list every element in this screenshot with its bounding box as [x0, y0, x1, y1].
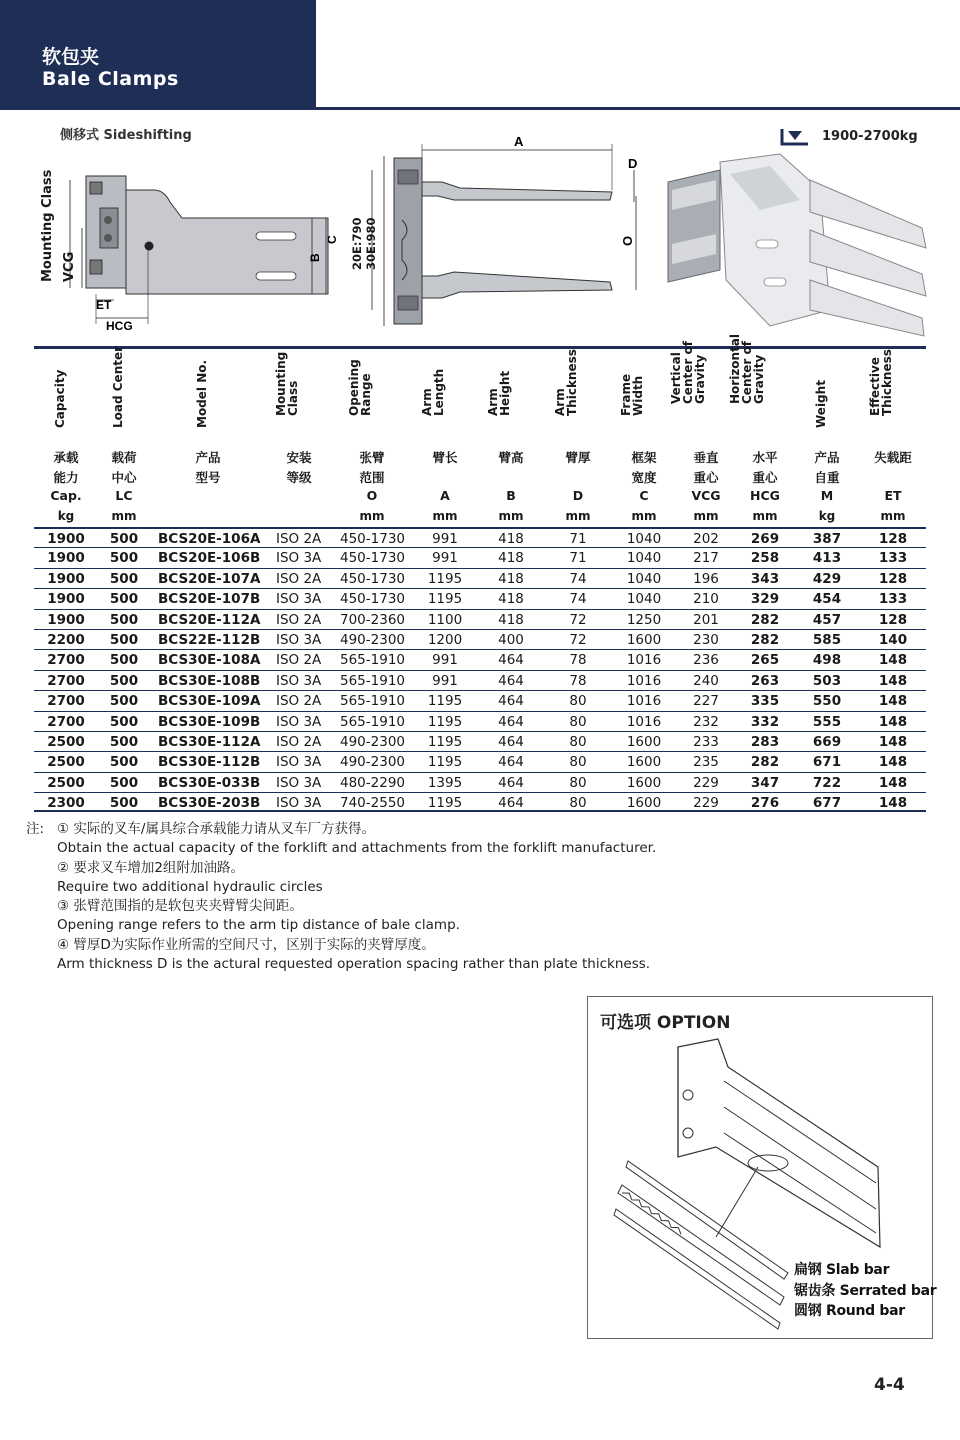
- table-cell: 196: [693, 570, 719, 587]
- table-cell: 464: [498, 652, 524, 669]
- column-header-en: [669, 341, 736, 440]
- table-cell: 429: [812, 570, 842, 587]
- table-cell: 2700: [47, 672, 85, 689]
- table-cell: ISO 3A: [276, 795, 322, 812]
- table-cell: 450-1730: [340, 531, 405, 547]
- table-cell: 148: [878, 652, 908, 669]
- table-cell: 1600: [626, 774, 662, 791]
- table-cell: 464: [498, 672, 524, 689]
- notes: [26, 820, 786, 974]
- label-a: A: [514, 134, 524, 149]
- table-cell: 282: [750, 754, 780, 771]
- table-cell: ISO 3A: [276, 550, 322, 567]
- column-header-unit: mm: [880, 509, 906, 523]
- column-header-en: [728, 333, 795, 440]
- table-cell: 500: [109, 774, 139, 791]
- table-cell: 1016: [626, 652, 662, 669]
- table-cell: 148: [878, 774, 908, 791]
- note-1-en: Obtain the actual capacity of the forklift and attachments from the forklift manufacturer.: [57, 840, 657, 857]
- table-cell: 503: [812, 672, 842, 689]
- column-header-en: [342, 352, 402, 440]
- table-cell: 2500: [47, 774, 85, 791]
- header-band: [0, 0, 316, 110]
- column-header-unit: mm: [432, 509, 458, 523]
- table-cell: 740-2550: [340, 795, 405, 812]
- table-cell: 1040: [626, 591, 662, 608]
- table-cell: 140: [878, 631, 908, 648]
- table-cell: 80: [569, 774, 587, 791]
- table-cell: 387: [812, 531, 842, 547]
- label-vcg: VCG: [62, 251, 77, 282]
- table-cell: 500: [109, 652, 139, 669]
- table-cell: 418: [498, 531, 524, 547]
- table-cell: 500: [109, 693, 139, 710]
- table-cell: 229: [693, 795, 719, 812]
- table-cell: 2500: [47, 754, 85, 771]
- table-row: [34, 731, 926, 751]
- table-cell: 2700: [47, 713, 85, 730]
- table-cell: 1900: [47, 611, 85, 628]
- table-cell: 585: [812, 631, 842, 648]
- table-cell: ISO 2A: [276, 531, 322, 547]
- table-cell: 276: [750, 795, 780, 812]
- table-cell: 1200: [427, 631, 463, 648]
- column-header-cn: 失载距: [874, 450, 912, 465]
- table-cell: 1195: [427, 570, 463, 587]
- table-cell: 1195: [427, 591, 463, 608]
- table-cell: 555: [812, 713, 842, 730]
- table-cell: 565-1910: [340, 672, 405, 689]
- table-cell: 1040: [626, 550, 662, 567]
- table-cell: 78: [569, 652, 587, 669]
- table-cell: BCS30E-033B: [158, 774, 261, 791]
- option-slab-bar: 扁钢 Slab bar: [794, 1262, 890, 1278]
- table-cell: 343: [750, 570, 780, 587]
- table-cell: 74: [569, 570, 587, 587]
- table-cell: 1195: [427, 795, 463, 812]
- table-cell: 1250: [626, 611, 662, 628]
- column-header-cn: 产品 型号: [195, 450, 221, 485]
- column-header-en: [548, 349, 608, 440]
- table-cell: 1195: [427, 693, 463, 710]
- table-cell: 565-1910: [340, 713, 405, 730]
- note-3-cn: ③ 张臂范围指的是软包夹夹臂臂尖间距。: [57, 898, 303, 915]
- table-cell: 282: [750, 631, 780, 648]
- table-cell: 240: [693, 672, 719, 689]
- table-cell: 2500: [47, 733, 85, 750]
- title-cn: 软包夹: [42, 46, 100, 68]
- column-header-unit: mm: [498, 509, 524, 523]
- table-cell: 500: [109, 591, 139, 608]
- table-cell: 329: [750, 591, 780, 608]
- table-cell: 464: [498, 754, 524, 771]
- table-cell: 217: [693, 550, 719, 567]
- table-cell: 80: [569, 693, 587, 710]
- table-cell: 464: [498, 733, 524, 750]
- column-header-en-text: Arm Height: [486, 370, 512, 416]
- table-cell: 991: [432, 550, 458, 567]
- label-b: B: [308, 253, 322, 262]
- column-header-en: [614, 352, 674, 440]
- table-cell: 347: [750, 774, 780, 791]
- top-view-diagram: [342, 130, 652, 342]
- table-cell: 500: [109, 713, 139, 730]
- table-row: [34, 711, 926, 731]
- column-header-symbol: M: [820, 488, 834, 503]
- table-cell: 133: [878, 591, 908, 608]
- sideshifting-label: 侧移式 Sideshifting: [60, 128, 192, 143]
- table-cell: ISO 2A: [276, 611, 322, 628]
- table-cell: BCS22E-112B: [158, 631, 261, 648]
- table-cell: BCS30E-108A: [158, 652, 261, 669]
- table-cell: 991: [432, 652, 458, 669]
- table-cell: 991: [432, 531, 458, 547]
- table-cell: 464: [498, 713, 524, 730]
- column-header-unit: mm: [752, 509, 778, 523]
- table-cell: 450-1730: [340, 591, 405, 608]
- table-cell: ISO 3A: [276, 774, 322, 791]
- table-cell: 148: [878, 733, 908, 750]
- table-cell: 500: [109, 631, 139, 648]
- table-cell: ISO 2A: [276, 693, 322, 710]
- table-cell: ISO 3A: [276, 754, 322, 771]
- table-cell: 72: [569, 611, 587, 628]
- table-cell: 1900: [47, 591, 85, 608]
- table-cell: 500: [109, 531, 139, 547]
- header-rule: [316, 107, 960, 110]
- bale-clamp-render: [660, 150, 932, 342]
- table-cell: 454: [812, 591, 842, 608]
- title-en: Bale Clamps: [42, 68, 179, 90]
- table-cell: BCS20E-112A: [158, 611, 261, 628]
- table-cell: 230: [693, 631, 719, 648]
- column-header-symbol: O: [366, 488, 378, 503]
- table-cell: 565-1910: [340, 693, 405, 710]
- table-cell: 1395: [427, 774, 463, 791]
- table-cell: 418: [498, 570, 524, 587]
- table-cell: 418: [498, 611, 524, 628]
- table-cell: 229: [693, 774, 719, 791]
- table-cell: 1900: [47, 531, 85, 547]
- column-header-en-text: Model No.: [195, 359, 209, 428]
- table-cell: 1195: [427, 754, 463, 771]
- column-header-symbol: D: [572, 488, 584, 503]
- note-4-cn: ④ 臂厚D为实际作业所需的空间尺寸，区别于实际的夹臂厚度。: [57, 936, 435, 953]
- column-header-unit: mm: [631, 509, 657, 523]
- table-cell: BCS30E-108B: [158, 672, 261, 689]
- option-round-bar: 圆钢 Round bar: [794, 1303, 905, 1319]
- table-cell: 550: [812, 693, 842, 710]
- column-header-en-text: Effective Thickness: [868, 349, 894, 416]
- table-row: [34, 568, 926, 588]
- table-cell: 148: [878, 713, 908, 730]
- table-row: [34, 690, 926, 710]
- table-row: [34, 649, 926, 669]
- table-cell: 464: [498, 693, 524, 710]
- table-cell: 1195: [427, 733, 463, 750]
- label-frame-20e: 20E:790: [350, 217, 364, 270]
- table-cell: 490-2300: [340, 631, 405, 648]
- table-cell: 500: [109, 550, 139, 567]
- option-serrated-bar: 锯齿条 Serrated bar: [794, 1283, 937, 1299]
- table-cell: 490-2300: [340, 733, 405, 750]
- table-cell: 80: [569, 733, 587, 750]
- table-cell: 202: [693, 531, 719, 547]
- table-cell: 128: [878, 531, 908, 547]
- table-cell: 500: [109, 795, 139, 812]
- column-header-cn: 承载 能力: [53, 450, 79, 485]
- note-2-cn: ② 要求叉车增加2组附加油路。: [57, 859, 244, 876]
- label-c: C: [325, 235, 339, 244]
- column-header-en-text: Arm Length: [420, 368, 446, 416]
- table-cell: 450-1730: [340, 550, 405, 567]
- column-header-en-text: Vertical Center of Gravity: [669, 341, 707, 404]
- column-header-cn: 框架 宽度: [631, 450, 657, 485]
- label-o: O: [620, 235, 635, 246]
- label-d: D: [628, 156, 638, 171]
- table-cell: 263: [750, 672, 780, 689]
- table-cell: 1900: [47, 550, 85, 567]
- table-cell: 464: [498, 774, 524, 791]
- column-header-en-text: Capacity: [53, 369, 67, 428]
- table-cell: 1600: [626, 631, 662, 648]
- column-header-en-text: Weight: [814, 380, 828, 428]
- column-header-symbol: VCG: [691, 488, 721, 503]
- column-header-en-text: Mounting Class: [274, 351, 300, 416]
- table-cell: BCS30E-112A: [158, 733, 261, 750]
- table-row: [34, 609, 926, 629]
- table-row: [34, 588, 926, 608]
- table-cell: 78: [569, 672, 587, 689]
- table-row: [34, 629, 926, 649]
- table-row: [34, 792, 926, 812]
- spec-table: [34, 527, 926, 812]
- table-row: [34, 527, 926, 547]
- column-header-symbol: LC: [115, 488, 133, 503]
- side-view-diagram: [36, 168, 339, 340]
- table-cell: 232: [693, 713, 719, 730]
- table-cell: 148: [878, 754, 908, 771]
- column-header-en: [94, 345, 154, 440]
- option-box: [587, 996, 937, 1339]
- table-cell: 258: [750, 550, 780, 567]
- table-cell: 282: [750, 611, 780, 628]
- table-cell: 1040: [626, 570, 662, 587]
- table-cell: 148: [878, 693, 908, 710]
- table-cell: 74: [569, 591, 587, 608]
- table-cell: 233: [693, 733, 719, 750]
- table-cell: 722: [812, 774, 842, 791]
- note-2-en: Require two additional hydraulic circles: [57, 878, 323, 895]
- column-header-en-text: Arm Thickness: [553, 349, 579, 416]
- column-header-cn: 水平 重心: [752, 450, 778, 485]
- table-cell: 148: [878, 672, 908, 689]
- column-header-symbol: A: [440, 488, 450, 503]
- table-cell: 2700: [47, 652, 85, 669]
- column-header-unit: mm: [359, 509, 385, 523]
- table-cell: ISO 3A: [276, 631, 322, 648]
- table-cell: 490-2300: [340, 754, 405, 771]
- table-cell: 80: [569, 713, 587, 730]
- table-cell: 677: [812, 795, 842, 812]
- table-cell: 2200: [47, 631, 85, 648]
- column-header-cn: 载荷 中心: [111, 450, 137, 485]
- table-cell: 565-1910: [340, 652, 405, 669]
- table-cell: 72: [569, 631, 587, 648]
- table-cell: 236: [693, 652, 719, 669]
- table-cell: 1040: [626, 531, 662, 547]
- column-header-en: [863, 349, 923, 440]
- table-cell: ISO 2A: [276, 733, 322, 750]
- column-header-unit: kg: [57, 509, 75, 523]
- note-3-en: Opening range refers to the arm tip distance of bale clamp.: [57, 917, 460, 934]
- page-number: 4-4: [874, 1375, 905, 1395]
- table-cell: 71: [569, 531, 587, 547]
- table-cell: BCS30E-203B: [158, 795, 261, 812]
- table-cell: 1100: [427, 611, 463, 628]
- table-cell: 450-1730: [340, 570, 405, 587]
- table-cell: 413: [812, 550, 842, 567]
- table-cell: 464: [498, 795, 524, 812]
- column-header-symbol: ET: [884, 488, 902, 503]
- table-cell: 1600: [626, 795, 662, 812]
- table-cell: 235: [693, 754, 719, 771]
- table-cell: 1016: [626, 693, 662, 710]
- table-cell: 418: [498, 591, 524, 608]
- column-header-cn: 臂厚: [565, 450, 591, 465]
- option-title: 可选项 OPTION: [600, 1013, 731, 1033]
- table-cell: ISO 2A: [276, 570, 322, 587]
- column-header-en-text: Opening Range: [347, 359, 373, 416]
- column-header-cn: 产品 自重: [814, 450, 840, 485]
- table-cell: 332: [750, 713, 780, 730]
- table-cell: 1900: [47, 570, 85, 587]
- table-row: [34, 547, 926, 567]
- table-cell: 500: [109, 611, 139, 628]
- column-header-en: [36, 352, 96, 440]
- label-frame-30e: 30E:980: [364, 217, 378, 270]
- table-row: [34, 772, 926, 792]
- table-cell: 1600: [626, 754, 662, 771]
- column-header-en-text: Load Center: [111, 345, 125, 428]
- table-cell: 991: [432, 672, 458, 689]
- table-cell: ISO 2A: [276, 652, 322, 669]
- table-cell: 457: [812, 611, 842, 628]
- table-cell: 500: [109, 754, 139, 771]
- column-header-symbol: C: [639, 488, 649, 503]
- column-header-en-text: Horizontal Center of Gravity: [728, 333, 766, 404]
- column-header-unit: kg: [818, 509, 836, 523]
- table-cell: 265: [750, 652, 780, 669]
- table-cell: 128: [878, 611, 908, 628]
- column-header-unit: mm: [111, 509, 137, 523]
- table-cell: 227: [693, 693, 719, 710]
- table-cell: BCS30E-109A: [158, 693, 261, 710]
- column-header-unit: mm: [693, 509, 719, 523]
- table-cell: BCS20E-106A: [158, 531, 261, 547]
- column-header-en: [415, 352, 475, 440]
- table-cell: 700-2360: [340, 611, 405, 628]
- column-header-cn: 张臂 范围: [359, 450, 385, 485]
- table-cell: 1195: [427, 713, 463, 730]
- label-hcg: HCG: [106, 319, 133, 333]
- table-cell: BCS20E-106B: [158, 550, 261, 567]
- table-cell: 498: [812, 652, 842, 669]
- column-header-en: [797, 352, 857, 440]
- column-header-cn: 臂高: [498, 450, 524, 465]
- table-cell: 80: [569, 795, 587, 812]
- table-top-rule: [34, 346, 926, 349]
- table-row: [34, 751, 926, 771]
- label-et: ET: [96, 298, 112, 312]
- table-cell: 148: [878, 795, 908, 812]
- table-cell: 283: [750, 733, 780, 750]
- column-header-cn: 臂长: [432, 450, 458, 465]
- column-header-en: [269, 352, 329, 440]
- table-cell: 335: [750, 693, 780, 710]
- table-cell: 671: [812, 754, 842, 771]
- column-header-unit: mm: [565, 509, 591, 523]
- table-cell: 201: [693, 611, 719, 628]
- table-cell: 400: [498, 631, 524, 648]
- table-row: [34, 670, 926, 690]
- table-cell: 71: [569, 550, 587, 567]
- table-cell: 133: [878, 550, 908, 567]
- table-cell: ISO 3A: [276, 672, 322, 689]
- column-header-symbol: HCG: [750, 488, 780, 503]
- note-4-en: Arm thickness D is the actural requested operation spacing rather than plate thickness.: [57, 956, 651, 973]
- column-header-en-text: Frame Width: [619, 373, 645, 416]
- table-cell: BCS20E-107B: [158, 591, 261, 608]
- column-header-en: [481, 352, 541, 440]
- table-cell: 2300: [47, 795, 85, 812]
- column-header-cn: 垂直 重心: [693, 450, 719, 485]
- table-cell: 210: [693, 591, 719, 608]
- column-header-en: [178, 352, 238, 440]
- table-cell: BCS20E-107A: [158, 570, 261, 587]
- table-cell: 1016: [626, 713, 662, 730]
- capacity-icon: [780, 127, 810, 147]
- table-cell: BCS30E-112B: [158, 754, 261, 771]
- capacity-range: 1900-2700kg: [822, 129, 918, 144]
- label-mounting-class: Mounting Class: [40, 169, 55, 282]
- table-cell: BCS30E-109B: [158, 713, 261, 730]
- table-cell: 80: [569, 754, 587, 771]
- table-cell: 669: [812, 733, 842, 750]
- table-cell: ISO 3A: [276, 591, 322, 608]
- table-cell: ISO 3A: [276, 713, 322, 730]
- table-cell: 1016: [626, 672, 662, 689]
- table-cell: 480-2290: [340, 774, 405, 791]
- table-cell: 269: [750, 531, 780, 547]
- table-cell: 500: [109, 733, 139, 750]
- table-cell: 128: [878, 570, 908, 587]
- column-header-cn: 安装 等级: [286, 450, 312, 485]
- note-1-cn: 注: ① 实际的叉车/属具综合承载能力请从叉车厂方获得。: [26, 821, 375, 837]
- table-cell: 1600: [626, 733, 662, 750]
- table-cell: 418: [498, 550, 524, 567]
- table-cell: 500: [109, 570, 139, 587]
- column-header-symbol: B: [506, 488, 516, 503]
- table-cell: 500: [109, 672, 139, 689]
- table-cell: 2700: [47, 693, 85, 710]
- column-header-symbol: Cap.: [50, 488, 82, 503]
